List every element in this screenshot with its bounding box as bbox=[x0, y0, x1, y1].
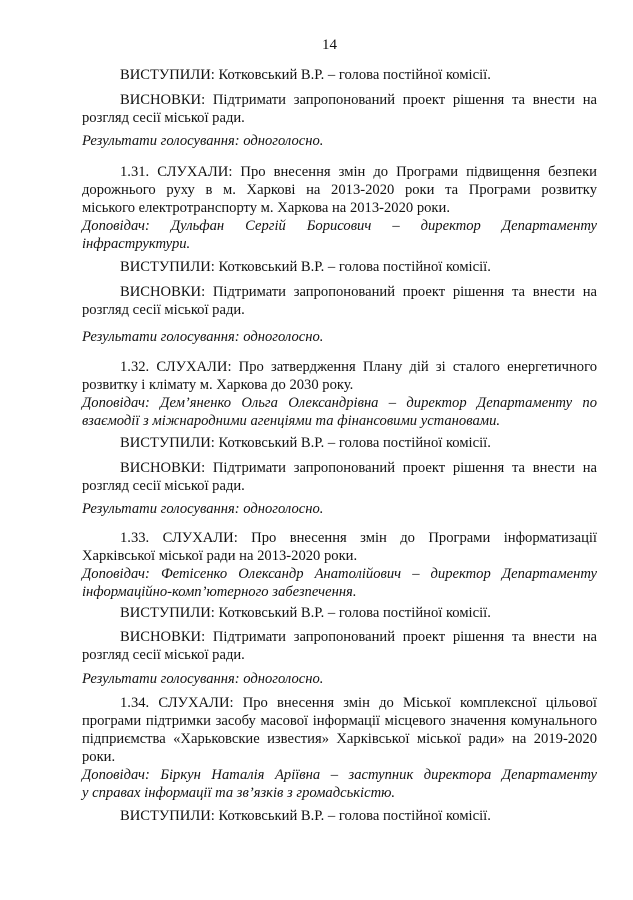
vote-result: Результати голосування: одноголосно. bbox=[82, 501, 324, 517]
speakers-line: ВИСТУПИЛИ: Котковський В.Р. – голова постійної комісії. bbox=[120, 67, 491, 83]
heard-line: 1.31. СЛУХАЛИ: Про внесення змін до Програми підвищення безпеки bbox=[120, 164, 597, 180]
heard-line: роки. bbox=[82, 749, 116, 765]
vote-result: Результати голосування: одноголосно. bbox=[82, 133, 324, 149]
vote-result: Результати голосування: одноголосно. bbox=[82, 671, 324, 687]
reporter-line: Доповідач: Дем’яненко Ольга Олександрівна – директор Департаменту по bbox=[82, 395, 597, 411]
vote-result: Результати голосування: одноголосно. bbox=[82, 329, 324, 345]
conclusions-line: ВИСНОВКИ: Підтримати запропонований проект рішення та внести на bbox=[120, 92, 597, 108]
conclusions-line: ВИСНОВКИ: Підтримати запропонований проект рішення та внести на bbox=[120, 629, 597, 645]
heard-line: розвитку і клімату м. Харкова до 2030 року. bbox=[82, 377, 354, 393]
heard-line: Харківської міської ради на 2013-2020 роки. bbox=[82, 548, 358, 564]
conclusions-line: розгляд сесії міської ради. bbox=[82, 647, 245, 663]
conclusions-line: розгляд сесії міської ради. bbox=[82, 478, 245, 494]
heard-line: дорожнього руху в м. Харкові на 2013-2020 роки та Програми розвитку bbox=[82, 182, 597, 198]
conclusions-line: ВИСНОВКИ: Підтримати запропонований проект рішення та внести на bbox=[120, 284, 597, 300]
reporter-line: Доповідач: Дульфан Сергій Борисович – директор Департаменту bbox=[82, 218, 597, 234]
heard-line: міського електротранспорту м. Харкова на 2013-2020 роки. bbox=[82, 200, 450, 216]
heard-line: програми підтримки засобу масової інформації місцевого значення комунального bbox=[82, 713, 597, 729]
speakers-line: ВИСТУПИЛИ: Котковський В.Р. – голова постійної комісії. bbox=[120, 259, 491, 275]
conclusions-line: розгляд сесії міської ради. bbox=[82, 302, 245, 318]
reporter-line: інформаційно-комп’ютерного забезпечення. bbox=[82, 584, 357, 600]
heard-line: підприємства «Харьковские известия» Харківської міської ради» на 2019-2020 bbox=[82, 731, 597, 747]
heard-line: 1.32. СЛУХАЛИ: Про затвердження Плану дій зі сталого енергетичного bbox=[120, 359, 597, 375]
page-number: 14 bbox=[322, 37, 337, 53]
speakers-line: ВИСТУПИЛИ: Котковський В.Р. – голова постійної комісії. bbox=[120, 808, 491, 824]
reporter-line: Доповідач: Біркун Наталія Аріївна – заступник директора Департаменту bbox=[82, 767, 597, 783]
conclusions-line: ВИСНОВКИ: Підтримати запропонований проект рішення та внести на bbox=[120, 460, 597, 476]
heard-line: 1.34. СЛУХАЛИ: Про внесення змін до Міської комплексної цільової bbox=[120, 695, 597, 711]
speakers-line: ВИСТУПИЛИ: Котковський В.Р. – голова постійної комісії. bbox=[120, 435, 491, 451]
reporter-line: взаємодії з міжнародними агенціями та фінансовими установами. bbox=[82, 413, 501, 429]
speakers-line: ВИСТУПИЛИ: Котковський В.Р. – голова постійної комісії. bbox=[120, 605, 491, 621]
heard-line: 1.33. СЛУХАЛИ: Про внесення змін до Програми інформатизації bbox=[120, 530, 597, 546]
reporter-line: інфраструктури. bbox=[82, 236, 191, 252]
reporter-line: у справах інформації та зв’язків з громадськістю. bbox=[82, 785, 396, 801]
reporter-line: Доповідач: Фетісенко Олександр Анатолійович – директор Департаменту bbox=[82, 566, 597, 582]
conclusions-line: розгляд сесії міської ради. bbox=[82, 110, 245, 126]
